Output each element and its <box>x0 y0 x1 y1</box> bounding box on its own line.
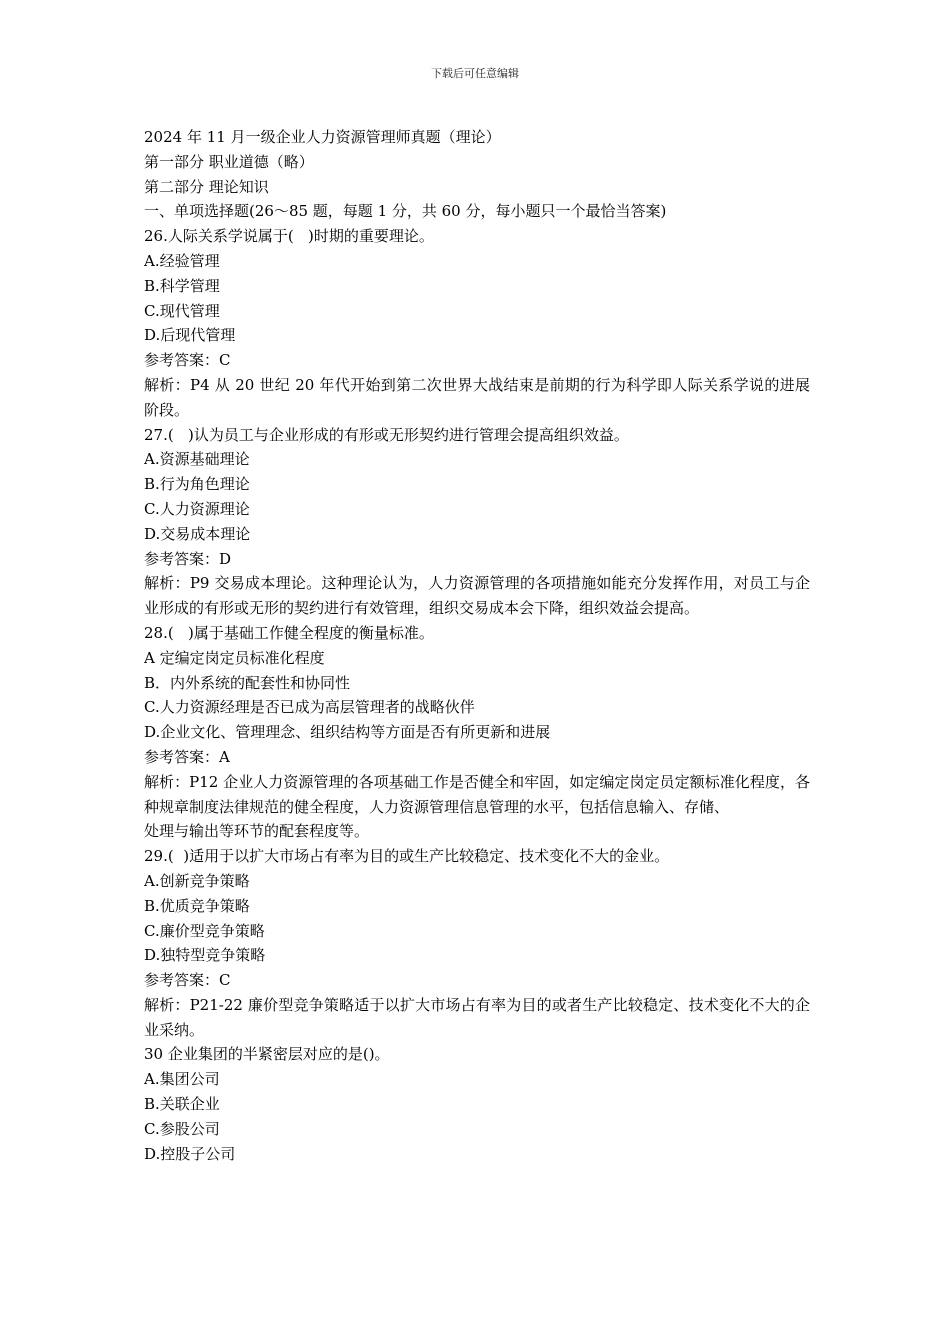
option-a: A.集团公司 <box>144 1070 220 1089</box>
option-d: D.控股子公司 <box>144 1144 236 1163</box>
option-c: C.人力资源理论 <box>144 499 250 518</box>
question-30 <box>144 1042 810 1166</box>
section-heading: 一、单项选择题(26～85 题，每题 1 分，共 60 分，每小题只一个最恰当答案) <box>144 202 667 221</box>
question-28 <box>144 621 810 844</box>
document-title: 2024 年 11 月一级企业人力资源管理师真题（理论） <box>144 128 501 146</box>
question-26 <box>144 224 810 422</box>
option-d: D.企业文化、管理理念、组织结构等方面是否有所更新和进展 <box>144 723 551 742</box>
option-a: A.创新竞争策略 <box>144 871 250 890</box>
download-note: 下载后可任意编辑 <box>431 67 519 80</box>
question-stem: 26.人际关系学说属于( )时期的重要理论。 <box>144 227 434 246</box>
question-stem: 27.( )认为员工与企业形成的有形或无形契约进行管理会提高组织效益。 <box>144 425 629 444</box>
document-body <box>144 125 810 1166</box>
option-b: B．内外系统的配套性和协同性 <box>144 673 351 692</box>
option-c: C.廉价型竞争策略 <box>144 921 265 940</box>
option-b: B.优质竞争策略 <box>144 896 250 915</box>
analysis-continued: 处理与输出等环节的配套程度等。 <box>144 822 370 841</box>
part-heading-1: 第一部分 职业道德（略） <box>144 152 314 171</box>
analysis: 解析：P12 企业人力资源管理的各项基础工作是否健全和牢固，如定编定岗定员定额标准化程度，各种规章制度法律规范的健全程度，人力资源管理信息管理的水平，包括信息输入、存储、 <box>144 772 810 816</box>
question-27 <box>144 423 810 621</box>
part-heading-2: 第二部分 理论知识 <box>144 177 269 196</box>
option-b: B.科学管理 <box>144 276 220 295</box>
question-stem: 29.( )适用于以扩大市场占有率为目的或生产比较稳定、技术变化不大的金业。 <box>144 847 670 866</box>
option-a: A 定编定岗定员标准化程度 <box>144 648 325 667</box>
question-29 <box>144 844 810 1042</box>
analysis: 解析：P9 交易成本理论。这种理论认为，人力资源管理的各项措施如能充分发挥作用，对员工与企业形成的有形或无形的契约进行有效管理，组织交易成本会下降，组织效益会提高。 <box>144 574 810 618</box>
reference-answer: 参考答案：C <box>144 971 231 990</box>
question-stem: 28.( )属于基础工作健全程度的衡量标准。 <box>144 623 434 642</box>
option-d: D.后现代管理 <box>144 326 236 345</box>
option-b: B.关联企业 <box>144 1095 220 1114</box>
option-a: A.经验管理 <box>144 251 220 270</box>
option-d: D.独特型竞争策略 <box>144 946 266 965</box>
option-c: C.人力资源经理是否已成为高层管理者的战略伙伴 <box>144 698 475 717</box>
option-c: C.参股公司 <box>144 1119 220 1138</box>
option-c: C.现代管理 <box>144 301 220 320</box>
reference-answer: 参考答案：A <box>144 747 230 766</box>
analysis: 解析：P21-22 廉价型竞争策略适于以扩大市场占有率为目的或者生产比较稳定、技术变化不大的企业采纳。 <box>144 995 810 1039</box>
option-a: A.资源基础理论 <box>144 450 250 469</box>
analysis: 解析：P4 从 20 世纪 20 年代开始到第二次世界大战结束是前期的行为科学即人际关系学说的进展阶段。 <box>144 375 810 419</box>
reference-answer: 参考答案：C <box>144 351 231 370</box>
option-b: B.行为角色理论 <box>144 475 250 494</box>
option-d: D.交易成本理论 <box>144 524 251 543</box>
question-stem: 30 企业集团的半紧密层对应的是()。 <box>144 1045 390 1064</box>
reference-answer: 参考答案：D <box>144 549 232 568</box>
